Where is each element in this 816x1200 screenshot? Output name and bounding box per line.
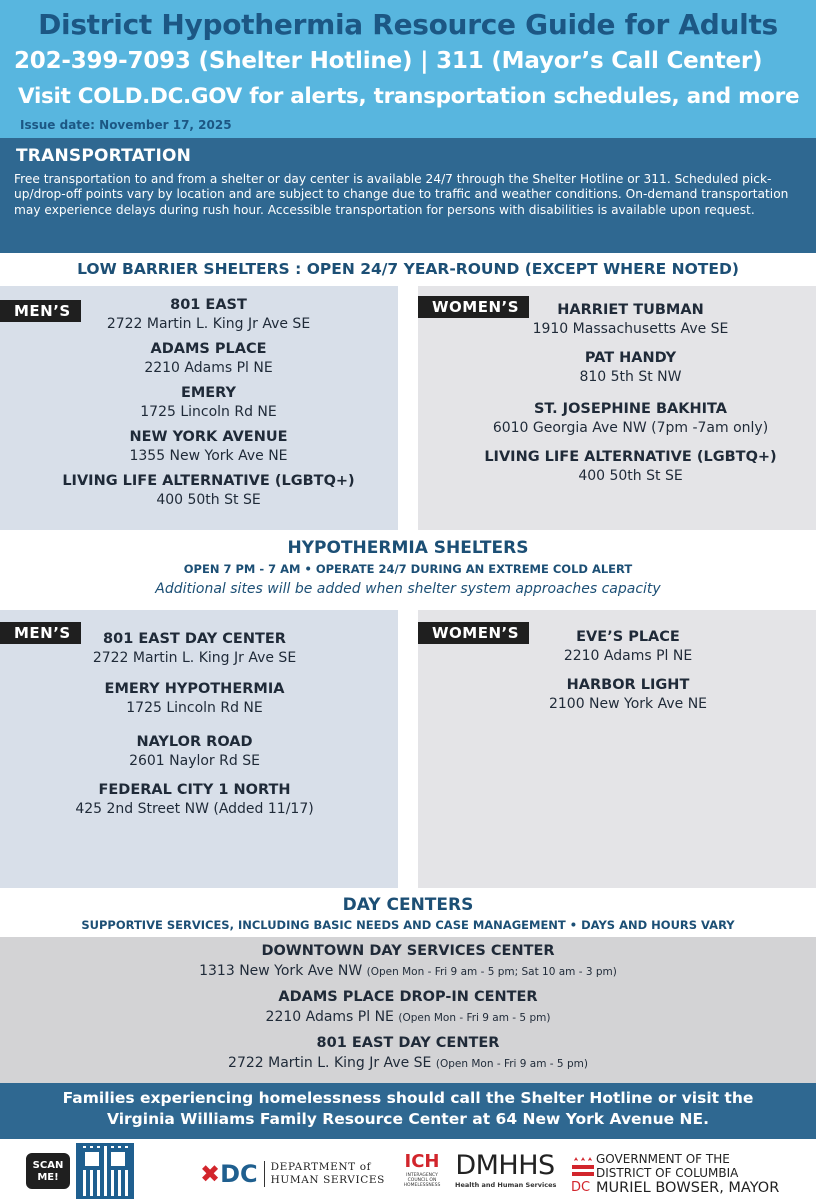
low-barrier-womens-panel bbox=[418, 286, 816, 530]
ich-logo-icon: ICH INTERAGENCY COUNCIL ON HOMELESSNESS bbox=[403, 1151, 441, 1188]
day-centers-subtitle: SUPPORTIVE SERVICES, INCLUDING BASIC NEEDS AND CASE MANAGEMENT • DAYS AND HOURS VARY bbox=[81, 918, 735, 932]
hypothermia-subtitle: OPEN 7 PM - 7 AM • OPERATE 24/7 DURING AN EXTREME COLD ALERT bbox=[183, 562, 633, 576]
footer-logos bbox=[0, 1139, 816, 1200]
list-item: NAYLOR ROAD 2601 Naylor Rd SE bbox=[129, 734, 260, 769]
dmhhs-logo-icon: DMHHS Health and Human Services bbox=[455, 1150, 557, 1189]
header-banner bbox=[0, 0, 816, 138]
qr-code-icon[interactable] bbox=[76, 1143, 134, 1199]
womens-tag: WOMEN’S bbox=[418, 296, 529, 318]
list-item: EMERY 1725 Lincoln Rd NE bbox=[140, 385, 277, 420]
list-item: DOWNTOWN DAY SERVICES CENTER 1313 New York Ave NW (Open Mon - Fri 9 am - 5 pm; Sat 10 am - 3 pm) bbox=[199, 943, 617, 979]
day-centers-panel bbox=[0, 937, 816, 1083]
transportation-heading: TRANSPORTATION bbox=[16, 146, 192, 166]
svg-text:DC: DC bbox=[571, 1180, 591, 1193]
hypothermia-mens-panel bbox=[0, 610, 398, 888]
list-item: 801 EAST DAY CENTER 2722 Martin L. King Jr Ave SE bbox=[92, 631, 297, 666]
visit-website-line: Visit COLD.DC.GOV for alerts, transportation schedules, and more bbox=[18, 84, 800, 109]
list-item: 801 EAST DAY CENTER 2722 Martin L. King Jr Ave SE (Open Mon - Fri 9 am - 5 pm) bbox=[228, 1035, 588, 1071]
page-title: District Hypothermia Resource Guide for Adults bbox=[38, 8, 778, 41]
list-item: EVE’S PLACE 2210 Adams Pl NE bbox=[563, 629, 693, 664]
list-item: LIVING LIFE ALTERNATIVE (LGBTQ+) 400 50th St SE bbox=[62, 473, 355, 508]
families-banner: Families experiencing homelessness should call the Shelter Hotline or visit the Virginia Williams Family Resource Center at 64 New York Avenue NE. bbox=[0, 1083, 816, 1139]
scan-me-label: SCAN ME! bbox=[26, 1153, 70, 1189]
low-barrier-title: LOW BARRIER SHELTERS : OPEN 24/7 YEAR-ROUND (EXCEPT WHERE NOTED) bbox=[77, 260, 739, 278]
list-item: PAT HANDY 810 5th St NW bbox=[579, 350, 682, 385]
dhs-logo-icon: ✖DC DEPARTMENT of HUMAN SERVICES bbox=[200, 1160, 385, 1188]
day-centers-title: DAY CENTERS bbox=[342, 895, 474, 915]
mens-tag: MEN’S bbox=[0, 622, 81, 644]
issue-date: Issue date: November 17, 2025 bbox=[20, 118, 232, 132]
list-item: 801 EAST 2722 Martin L. King Jr Ave SE bbox=[106, 297, 311, 332]
hypothermia-note: Additional sites will be added when shelter system approaches capacity bbox=[155, 581, 661, 597]
list-item: ADAMS PLACE 2210 Adams Pl NE bbox=[144, 341, 273, 376]
list-item: HARRIET TUBMAN 1910 Massachusetts Ave SE bbox=[532, 302, 729, 337]
list-item: FEDERAL CITY 1 NORTH 425 2nd Street NW (Added 11/17) bbox=[75, 782, 314, 817]
transportation-section bbox=[0, 138, 816, 253]
hypothermia-womens-panel bbox=[418, 610, 816, 888]
dc-government-logo: DC GOVERNMENT OF THE DISTRICT OF COLUMBIA MURIEL BOWSER, MAYOR bbox=[571, 1152, 780, 1196]
transportation-body: Free transportation to and from a shelter or day center is available 24/7 through the Shelter Hotline or 311. Scheduled pick-up/drop-off points vary by location and are subject to change due to traffic and weather conditions. On-demand transportation may experience delays during rush hour. Accessible transportation for persons with disabilities is available upon request. bbox=[14, 172, 789, 217]
list-item: NEW YORK AVENUE 1355 New York Ave NE bbox=[129, 429, 288, 464]
list-item: EMERY HYPOTHERMIA 1725 Lincoln Rd NE bbox=[104, 681, 285, 716]
list-item: ADAMS PLACE DROP-IN CENTER 2210 Adams Pl NE (Open Mon - Fri 9 am - 5 pm) bbox=[265, 989, 551, 1025]
womens-tag: WOMEN’S bbox=[418, 622, 529, 644]
low-barrier-mens-panel bbox=[0, 286, 398, 530]
hypothermia-title: HYPOTHERMIA SHELTERS bbox=[287, 538, 529, 558]
dc-flag-icon bbox=[570, 1155, 596, 1193]
list-item: HARBOR LIGHT 2100 New York Ave NE bbox=[548, 677, 708, 712]
hotline-numbers: 202-399-7093 (Shelter Hotline) | 311 (Mayor’s Call Center) bbox=[14, 48, 763, 74]
mens-tag: MEN’S bbox=[0, 300, 81, 322]
list-item: LIVING LIFE ALTERNATIVE (LGBTQ+) 400 50th St SE bbox=[484, 449, 777, 484]
list-item: ST. JOSEPHINE BAKHITA 6010 Georgia Ave NW (7pm -7am only) bbox=[492, 401, 769, 436]
